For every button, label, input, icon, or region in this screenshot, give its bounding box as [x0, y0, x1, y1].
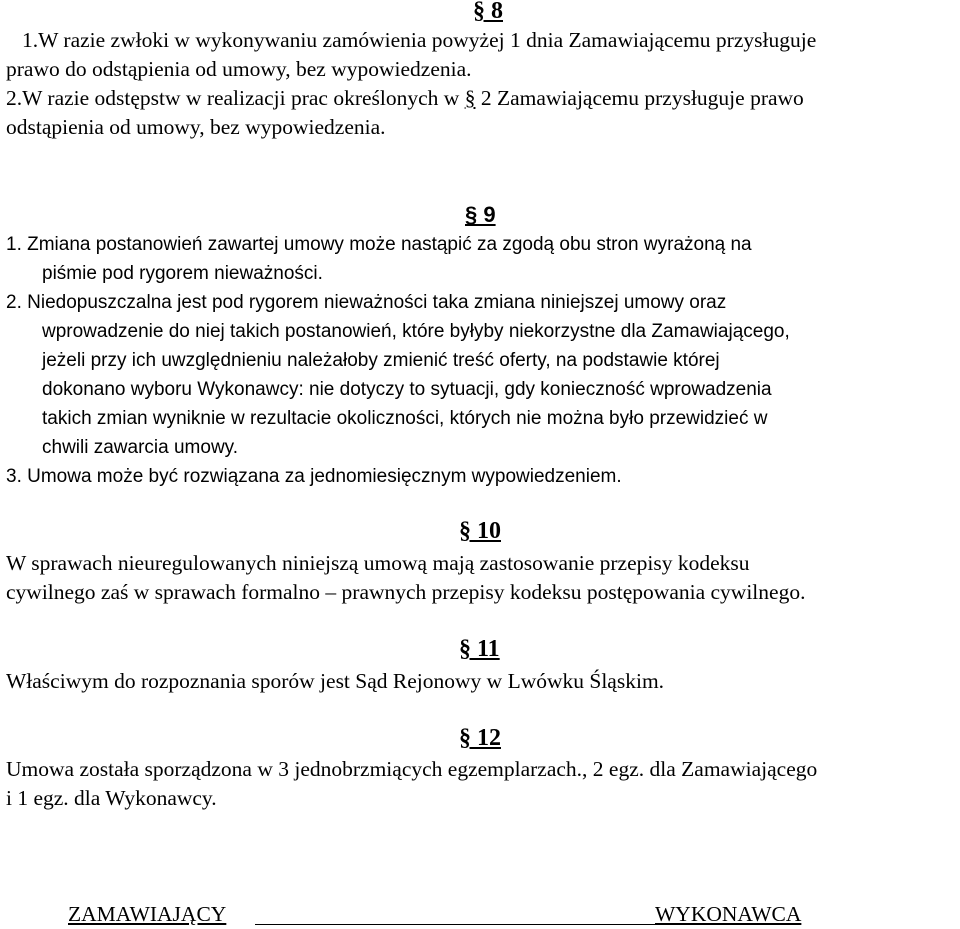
section-10-body [6, 549, 805, 607]
section-12-line-2: i 1 egz. dla Wykonawcy. [6, 786, 217, 810]
section-9-line-1: 1. Zmiana postanowień zawartej umowy może nastąpić za zgodą obu stron wyrażoną na [6, 234, 752, 255]
section-8-body [6, 26, 816, 142]
section-9-line-7: takich zmian wyniknie w rezultacie okoliczności, których nie można było przewidzieć w [42, 408, 768, 429]
section-8-heading: § 8 [473, 0, 503, 24]
section-9-line-8: chwili zawarcia umowy. [42, 437, 239, 458]
section-11-heading: § 11 [459, 636, 500, 662]
section-9-line-2: piśmie pod rygorem nieważności. [42, 263, 323, 284]
section-9-body [6, 230, 790, 491]
section-9-line-6: dokonano wyboru Wykonawcy: nie dotyczy to sytuacji, gdy konieczność wprowadzenia [42, 379, 772, 400]
section-10-heading: § 10 [459, 518, 501, 544]
section-ref-sign: § [464, 86, 476, 110]
signature-right-label: WYKONAWCA [655, 902, 802, 926]
section-8-line-3-text: 2.W razie odstępstw w realizacji prac określonych w [6, 86, 460, 110]
section-11-line-1: Właściwym do rozpoznania sporów jest Sąd Rejonowy w Lwówku Śląskim. [6, 669, 665, 693]
section-9-line-9: 3. Umowa może być rozwiązana za jednomiesięcznym wypowiedzeniem. [6, 466, 622, 487]
section-8-line-1: 1.W razie zwłoki w wykonywaniu zamówienia powyżej 1 dnia Zamawiającemu przysługuje [22, 28, 817, 52]
signature-left-label: ZAMAWIAJĄCY [68, 902, 227, 926]
section-9-line-5: jeżeli przy ich uwzględnieniu należałoby zmienić treść oferty, na podstawie której [42, 350, 720, 371]
section-9-line-4: wprowadzenie do niej takich postanowień, które byłyby niekorzystne dla Zamawiającego, [42, 321, 790, 342]
section-8-line-2: prawo do odstąpienia od umowy, bez wypowiedzenia. [6, 57, 472, 81]
section-12-line-1: Umowa została sporządzona w 3 jednobrzmiących egzemplarzach., 2 egz. dla Zamawiającego [6, 757, 818, 781]
section-8-line-4: odstąpienia od umowy, bez wypowiedzenia. [6, 115, 386, 139]
section-11-body [6, 667, 664, 696]
section-8-line-3-tail: 2 Zamawiającemu przysługuje prawo [475, 86, 804, 110]
section-8-line-3 [6, 84, 816, 113]
section-9-line-3: 2. Niedopuszczalna jest pod rygorem nieważności taka zmiana niniejszej umowy oraz [6, 292, 727, 313]
section-12-body [6, 755, 817, 813]
section-10-line-2: cywilnego zaś w sprawach formalno – prawnych przepisy kodeksu postępowania cywilnego. [6, 580, 806, 604]
section-10-line-1: W sprawach nieuregulowanych niniejszą umową mają zastosowanie przepisy kodeksu [6, 551, 750, 575]
section-12-heading: § 12 [459, 725, 501, 751]
signature-line [255, 924, 655, 925]
section-9-heading: § 9 [465, 202, 496, 227]
